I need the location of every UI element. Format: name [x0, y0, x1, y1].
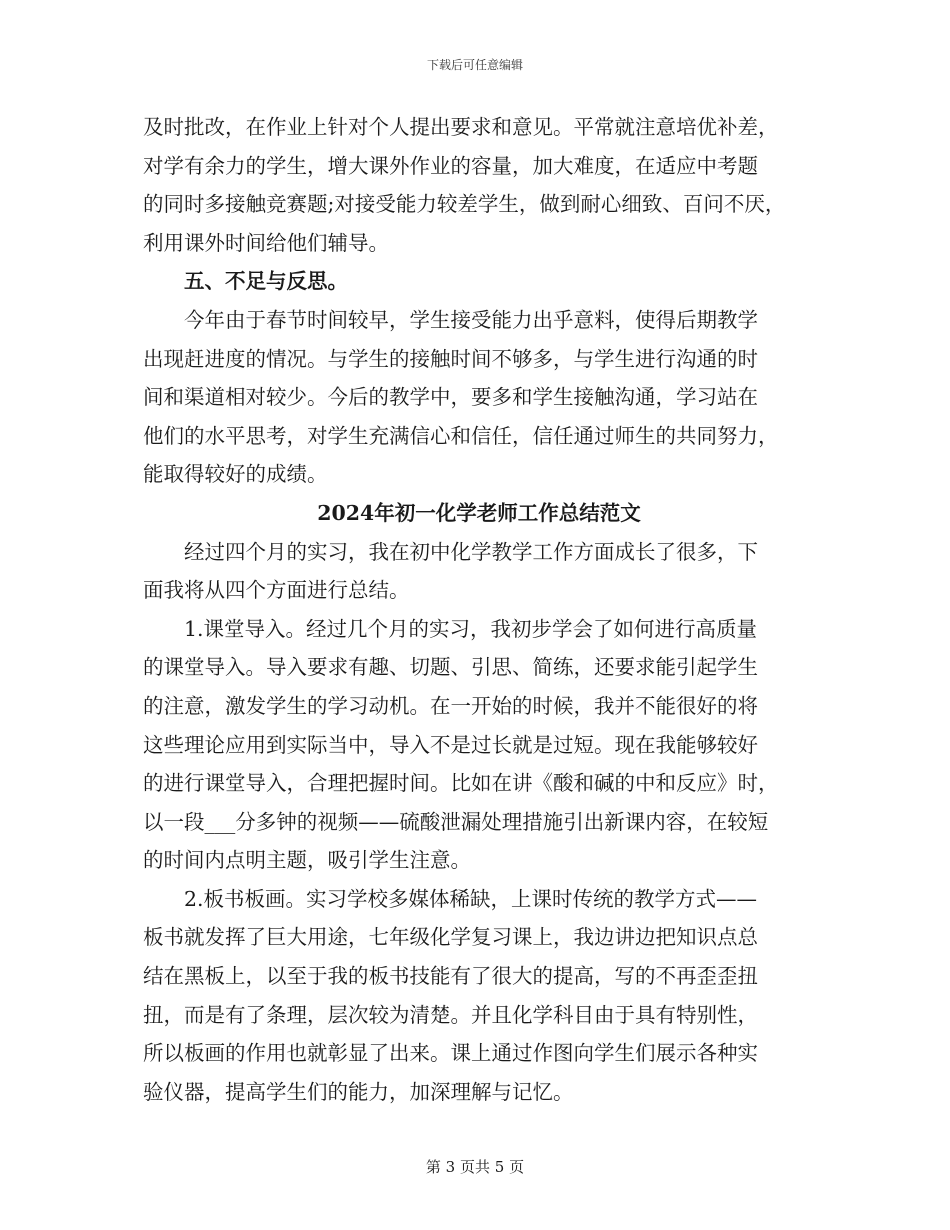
body-text-line: 对学有余力的学生，增大课外作业的容量，加大难度，在适应中考题	[143, 153, 758, 178]
body-text-line: 以一段___分多钟的视频——硫酸泄漏处理措施引出新课内容，在较短	[143, 809, 769, 834]
body-text-line: 的课堂导入。导入要求有趣、切题、引思、简练，还要求能引起学生	[143, 655, 758, 680]
body-text-line: 所以板画的作用也就彰显了出来。课上通过作图向学生们展示各种实	[143, 1041, 758, 1066]
body-text-line: 1.课堂导入。经过几个月的实习，我初步学会了如何进行高质量	[184, 616, 758, 641]
body-text-line: 验仪器，提高学生们的能力，加深理解与记忆。	[143, 1079, 574, 1104]
document-body	[143, 108, 815, 1111]
body-text-line: 结在黑板上，以至于我的板书技能有了很大的提高，写的不再歪歪扭	[143, 964, 758, 989]
body-text-line: 今年由于春节时间较早，学生接受能力出乎意料，使得后期教学	[184, 307, 758, 332]
body-text-line: 扭，而是有了条理，层次较为清楚。并且化学科目由于具有特别性，	[143, 1002, 758, 1027]
body-text-line: 经过四个月的实习，我在初中化学教学工作方面成长了很多，下	[184, 539, 758, 564]
body-text-line: 的注意，激发学生的学习动机。在一开始的时候，我并不能很好的将	[143, 693, 758, 718]
body-text-line: 板书就发挥了巨大用途，七年级化学复习课上，我边讲边把知识点总	[143, 925, 758, 950]
body-text-line: 2.板书板画。实习学校多媒体稀缺，上课时传统的教学方式——	[184, 886, 758, 911]
section-title: 2024年初一化学老师工作总结范文	[317, 500, 641, 525]
section-heading: 五、不足与反思。	[184, 269, 348, 294]
body-text-line: 能取得较好的成绩。	[143, 462, 328, 487]
body-text-line: 的进行课堂导入，合理把握时间。比如在讲《酸和碱的中和反应》时，	[143, 771, 779, 796]
body-text-line: 及时批改，在作业上针对个人提出要求和意见。平常就注意培优补差，	[143, 115, 779, 139]
body-text-line: 出现赶进度的情况。与学生的接触时间不够多，与学生进行沟通的时	[143, 346, 758, 371]
body-text-line: 这些理论应用到实际当中，导入不是过长就是过短。现在我能够较好	[143, 732, 758, 757]
page-number: 第 3 页共 5 页	[425, 1158, 525, 1176]
body-text-line: 间和渠道相对较少。今后的教学中，要多和学生接触沟通，学习站在	[143, 385, 758, 410]
body-text-line: 的同时多接触竞赛题;对接受能力较差学生，做到耐心细致、百问不厌，	[143, 192, 786, 217]
body-text-line: 他们的水平思考，对学生充满信心和信任，信任通过师生的共同努力，	[143, 423, 779, 448]
body-text-line: 利用课外时间给他们辅导。	[143, 230, 389, 255]
body-text-line: 的时间内点明主题，吸引学生注意。	[143, 848, 471, 873]
page-header-note: 下载后可任意编辑	[426, 58, 523, 72]
body-text-line: 面我将从四个方面进行总结。	[143, 578, 410, 603]
